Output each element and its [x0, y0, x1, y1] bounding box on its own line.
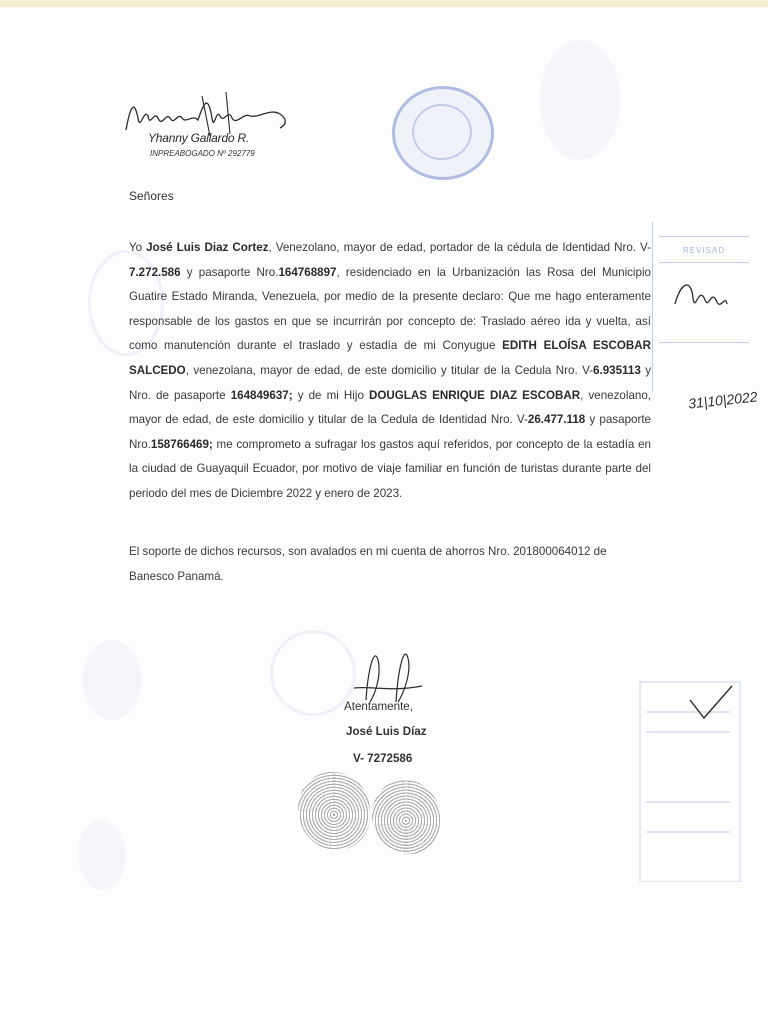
signer-name: José Luis Díaz	[346, 725, 427, 738]
stamp-line	[659, 342, 749, 343]
revision-signature	[671, 274, 731, 324]
text-segment: , venezolana, mayor de edad, de este domicilio y titular de la Cedula Nro. V-	[185, 363, 594, 377]
text-segment: y pasaporte Nro.	[129, 413, 651, 451]
funds-paragraph	[129, 540, 651, 589]
son-id: 26.477.118	[527, 413, 586, 427]
son-passport: 158766469;	[150, 437, 213, 451]
faint-watermark	[78, 820, 126, 890]
revision-stamp	[652, 222, 757, 392]
spouse-passport: 164849637;	[230, 388, 293, 402]
spouse-name: EDITH ELOÍSA ESCOBAR SALCEDO	[129, 339, 651, 377]
declarant-id: 7.272.586	[129, 265, 181, 279]
declarant-passport: 164768897	[278, 265, 337, 279]
lawyer-registration: INPREABOGADO Nº 292779	[150, 149, 255, 158]
text-segment: y pasaporte Nro.	[180, 265, 279, 279]
notary-stamp	[620, 672, 748, 882]
letter-body	[129, 236, 651, 507]
official-stamp-inner	[412, 104, 472, 160]
signer-id: V- 7272586	[353, 752, 413, 765]
stamp-line	[659, 262, 749, 263]
fingerprint-left	[298, 772, 370, 850]
declarant-name: José Luis Diaz Cortez	[146, 241, 269, 254]
son-name: DOUGLAS ENRIQUE DIAZ ESCOBAR	[369, 388, 581, 402]
salutation: Señores	[129, 189, 174, 203]
stamp-line	[659, 236, 749, 237]
faint-watermark	[82, 640, 142, 720]
scan-top-band	[0, 0, 768, 7]
handwritten-date: 31|10|2022	[687, 388, 759, 412]
funds-text: El soporte de dichos recursos, son avalados en mi cuenta de ahorros Nro. 201800064012 de Banesco Panamá.	[129, 545, 607, 583]
text-segment: , residenciado en la Urbanización las Rosa del Municipio Guatire Estado Miranda, Venezuela, por medio de la presente declaro: Que me hago enteramente responsable de los gastos en que se incurrirán por concepto de: Traslado aéreo ida y vuelta, así como manutención durante el traslado y estadía de mi Conyugue	[129, 265, 651, 353]
spouse-id: 6.935113	[593, 363, 641, 377]
text-segment: me comprometo a sufragar los gastos aquí referidos, por concepto de la estadía en la ciudad de Guayaquil Ecuador, por motivo de viaje familiar en función de turistas durante parte del periodo del mes de Diciembre 2022 y enero de 2023.	[129, 437, 651, 500]
text-segment: y de mi Hijo	[292, 388, 370, 402]
closing: Atentamente,	[344, 700, 413, 713]
text-segment: , venezolano, mayor de edad, de este domicilio y titular de la Cedula de Identidad Nro. V-	[129, 388, 652, 427]
text-segment: Yo	[129, 241, 147, 254]
text-segment: , Venezolano, mayor de edad, portador de la cédula de Identidad Nro. V-	[268, 241, 651, 254]
lawyer-signature	[120, 88, 300, 158]
lawyer-name: Yhanny Gallardo R.	[148, 131, 250, 145]
stamp-text: REVISAD	[683, 246, 726, 255]
text-segment: y Nro. de pasaporte	[129, 363, 651, 402]
declaration-paragraph	[129, 236, 651, 507]
fingerprint-right	[372, 780, 440, 854]
faint-watermark	[540, 40, 620, 160]
